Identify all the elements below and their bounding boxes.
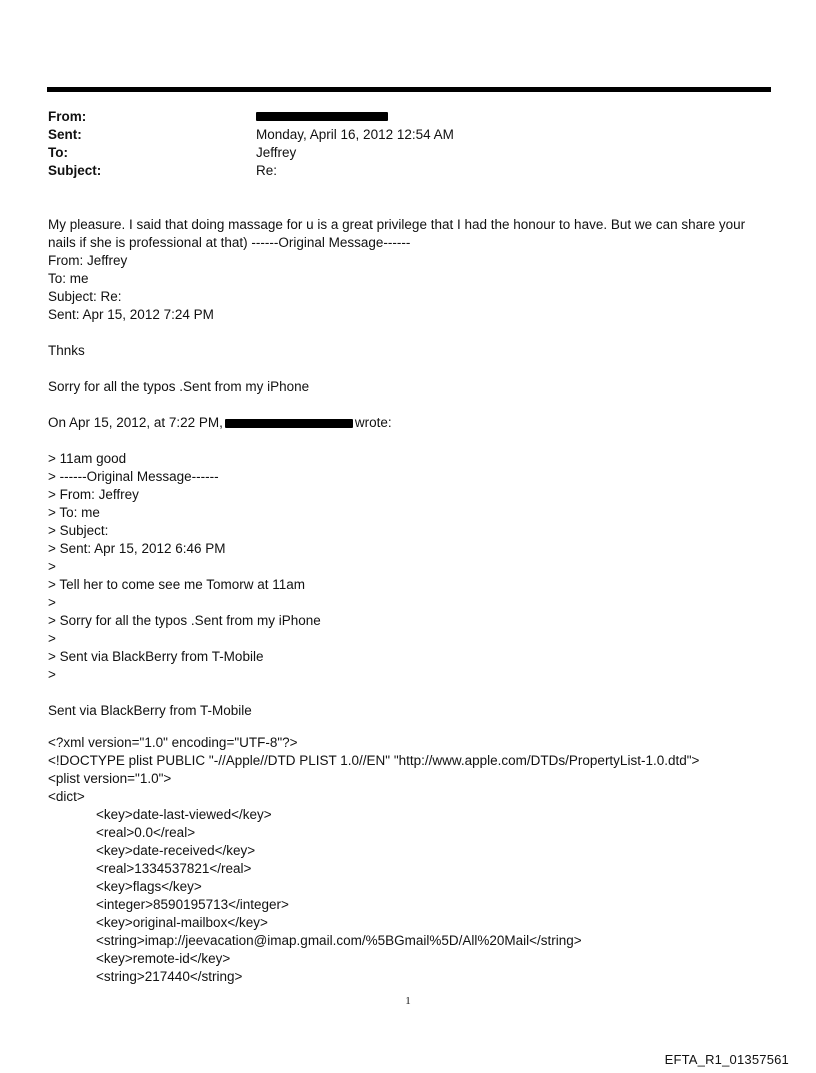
page-number: 1 <box>405 995 411 1007</box>
quoted-line: > ------Original Message------ <box>48 469 219 484</box>
thnks-line: Thnks <box>48 343 85 358</box>
quoted-from: From: Jeffrey <box>48 253 128 268</box>
quoted-line: > From: Jeffrey <box>48 487 139 502</box>
reply-line: My pleasure. I said that doing massage for u is a great privilege that I had the honour to have. But we can share your <box>48 217 746 232</box>
from-label: From: <box>48 109 87 124</box>
quoted-line: > To: me <box>48 505 100 520</box>
quoted-line: > Subject: <box>48 523 109 538</box>
redaction-bar <box>225 419 353 428</box>
quoted-to: To: me <box>48 271 89 286</box>
header-divider <box>47 87 771 92</box>
attribution-paragraph <box>48 414 768 432</box>
email-header <box>48 108 748 180</box>
quoted-subject: Subject: Re: <box>48 289 122 304</box>
quoted-line: > <box>48 631 56 646</box>
reply-line: nails if she is professional at that) ------Original Message------ <box>48 235 411 250</box>
xml-line: <key>original-mailbox</key> <box>96 915 268 930</box>
redaction-bar <box>256 112 388 121</box>
quoted-line: > 11am good <box>48 451 127 466</box>
subject-label: Subject: <box>48 163 102 178</box>
to-value: Jeffrey <box>256 145 297 160</box>
xml-line: <string>217440</string> <box>96 969 243 984</box>
attribution-prefix: On Apr 15, 2012, at 7:22 PM, <box>48 415 223 430</box>
xml-line: <real>0.0</real> <box>96 825 196 840</box>
from-row <box>48 108 748 126</box>
xml-line: <plist version="1.0"> <box>48 771 172 786</box>
xml-line: <integer>8590195713</integer> <box>96 897 289 912</box>
quoted-sent: Sent: Apr 15, 2012 7:24 PM <box>48 307 214 322</box>
email-body <box>48 216 768 720</box>
sent-value: Monday, April 16, 2012 12:54 AM <box>256 127 454 142</box>
xml-line: <string>imap://jeevacation@imap.gmail.com/%5BGmail%5D/All%20Mail</string> <box>96 933 582 948</box>
xml-line: <key>date-received</key> <box>96 843 256 858</box>
xml-line: <key>remote-id</key> <box>96 951 231 966</box>
xml-line: <?xml version="1.0" encoding="UTF-8"?> <box>48 735 298 750</box>
quoted-line: > <box>48 667 56 682</box>
xml-line: <!DOCTYPE plist PUBLIC "-//Apple//DTD PLIST 1.0//EN" "http://www.apple.com/DTDs/PropertyList-1.0.dtd"> <box>48 753 700 768</box>
xml-line: <key>date-last-viewed</key> <box>96 807 272 822</box>
to-row <box>48 144 748 162</box>
signature-paragraph <box>48 378 768 396</box>
reply-paragraph <box>48 216 768 324</box>
attribution-suffix: wrote: <box>354 415 392 430</box>
quoted-block <box>48 450 768 684</box>
sent-row <box>48 126 748 144</box>
plist-block <box>48 734 768 986</box>
bates-number: EFTA_R1_01357561 <box>664 1052 789 1067</box>
from-value <box>256 108 748 126</box>
quoted-line: > Sent via BlackBerry from T-Mobile <box>48 649 264 664</box>
attribution-line <box>48 414 768 432</box>
iphone-signature: Sorry for all the typos .Sent from my iPhone <box>48 379 310 394</box>
to-label: To: <box>48 145 68 160</box>
quoted-line: > Tell her to come see me Tomorw at 11am <box>48 577 305 592</box>
quoted-line: > <box>48 595 56 610</box>
subject-value: Re: <box>256 163 278 178</box>
xml-line: <dict> <box>48 789 85 804</box>
blackberry-signature: Sent via BlackBerry from T-Mobile <box>48 703 252 718</box>
xml-line: <real>1334537821</real> <box>96 861 252 876</box>
quoted-line: > <box>48 559 56 574</box>
subject-row <box>48 162 748 180</box>
sent-label: Sent: <box>48 127 82 142</box>
xml-line: <key>flags</key> <box>96 879 202 894</box>
quoted-line: > Sent: Apr 15, 2012 6:46 PM <box>48 541 226 556</box>
quoted-line: > Sorry for all the typos .Sent from my iPhone <box>48 613 321 628</box>
thnks-paragraph <box>48 342 768 360</box>
